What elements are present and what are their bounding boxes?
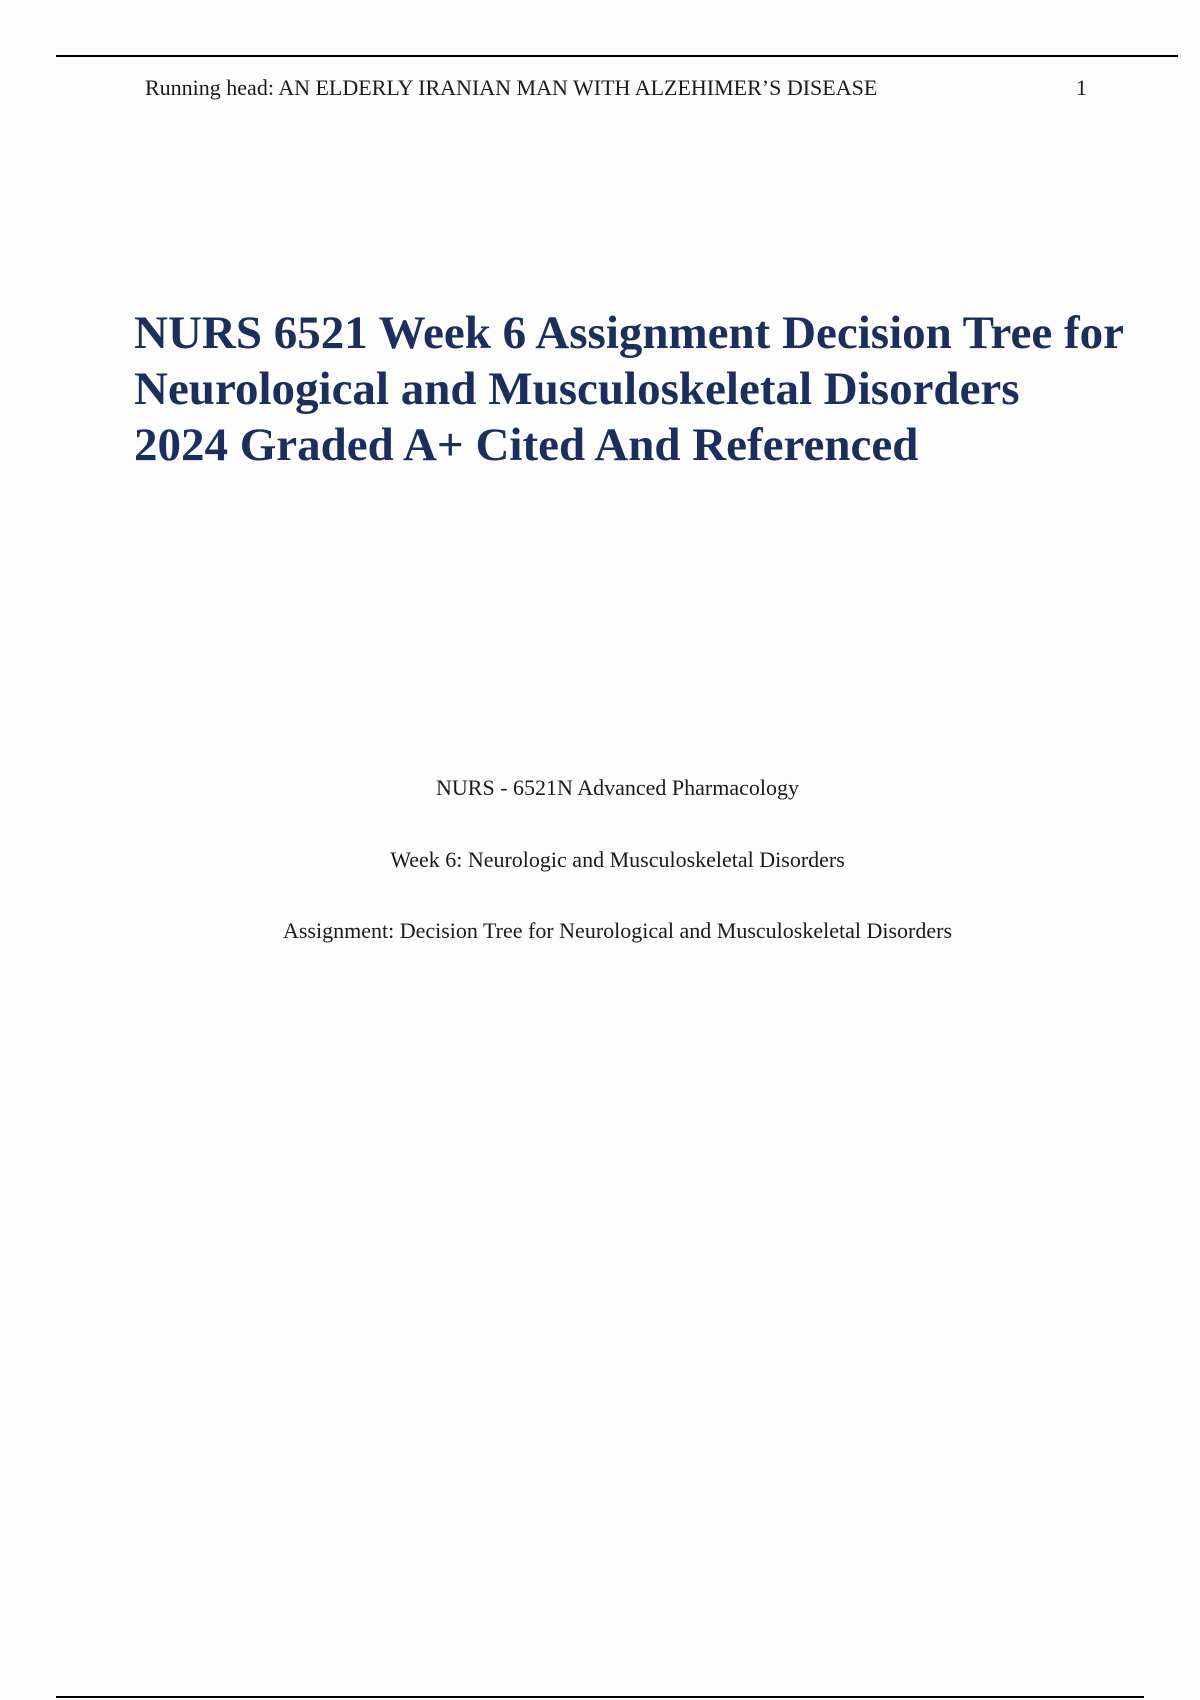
course-name: NURS - 6521N Advanced Pharmacology [436,775,799,800]
header-rule [56,55,1178,57]
week-title: Week 6: Neurologic and Musculoskeletal Disorders [390,847,845,872]
document-title: NURS 6521 Week 6 Assignment Decision Tree for Neurological and Musculoskeletal Disorders 2024 Graded A+ Cited And Referenced [134,307,1124,471]
footer-rule [56,1696,1144,1698]
page-number: 1 [1076,75,1087,100]
running-head: Running head: AN ELDERLY IRANIAN MAN WITH ALZEHIMER’S DISEASE [145,75,878,100]
assignment-title: Assignment: Decision Tree for Neurological and Musculoskeletal Disorders [282,918,953,943]
